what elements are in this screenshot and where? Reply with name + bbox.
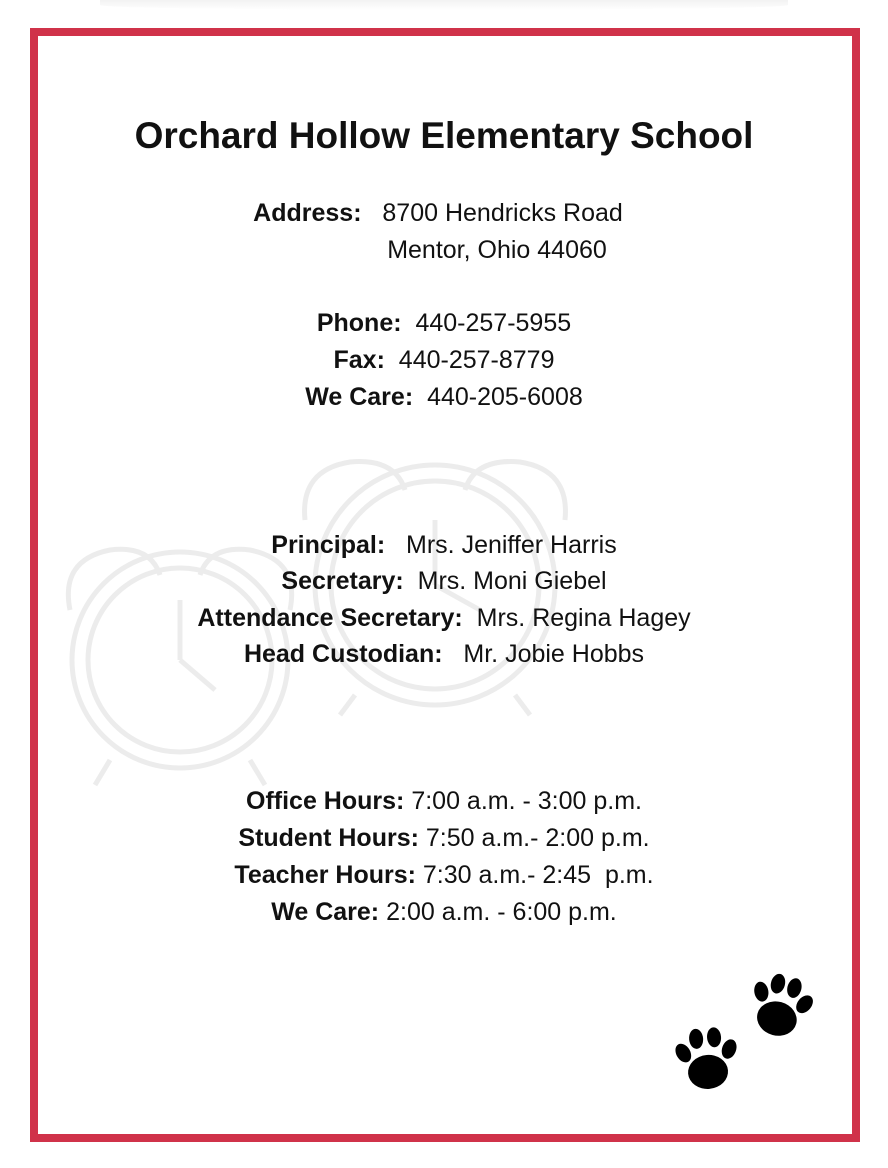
address-label: Address:	[253, 199, 362, 227]
hours-label: We Care:	[271, 898, 380, 926]
address-line-2	[53, 232, 888, 268]
hours-value: 7:30 a.m.- 2:45 p.m.	[422, 861, 654, 889]
staff-role: Secretary:	[281, 567, 404, 595]
staff-row-secretary	[0, 563, 888, 599]
hours-value: 2:00 a.m. - 6:00 p.m.	[386, 898, 617, 926]
wecare-label: We Care:	[305, 383, 414, 411]
fax-number: 440-257-8779	[398, 346, 555, 374]
staff-row-principal	[0, 527, 888, 563]
page-top-shadow	[100, 0, 788, 10]
staff-name: Mrs. Moni Giebel	[417, 567, 607, 595]
fax-label: Fax:	[333, 346, 385, 374]
staff-role: Principal:	[271, 531, 386, 559]
address-street: 8700 Hendricks Road	[382, 199, 623, 227]
staff-role: Head Custodian:	[243, 640, 443, 668]
wecare-phone-line	[0, 379, 888, 415]
paw-print-icon	[741, 968, 821, 1044]
staff-row-custodian	[0, 636, 888, 672]
school-name-title: Orchard Hollow Elementary School	[134, 115, 754, 156]
fax-line	[0, 342, 888, 378]
staff-row-attendance	[0, 600, 888, 636]
paw-print-icon	[671, 1025, 743, 1092]
address-line-1	[0, 195, 882, 231]
hours-value: 7:00 a.m. - 3:00 p.m.	[411, 787, 642, 815]
address-city: Mentor, Ohio 44060	[387, 236, 607, 264]
paw-prints	[660, 962, 830, 1102]
staff-name: Mr. Jobie Hobbs	[463, 640, 645, 668]
phone-label: Phone:	[316, 309, 402, 337]
hours-label: Student Hours:	[238, 824, 419, 852]
staff-role: Attendance Secretary:	[197, 604, 463, 632]
hours-row-student	[0, 820, 888, 856]
phone-number: 440-257-5955	[415, 309, 572, 337]
hours-label: Teacher Hours:	[234, 861, 416, 889]
wecare-phone-number: 440-205-6008	[427, 383, 583, 411]
hours-row-teacher	[0, 857, 888, 893]
staff-name: Mrs. Jeniffer Harris	[406, 531, 617, 559]
hours-value: 7:50 a.m.- 2:00 p.m.	[425, 824, 650, 852]
staff-name: Mrs. Regina Hagey	[476, 604, 691, 632]
hours-row-office	[0, 783, 888, 819]
phone-line	[0, 305, 888, 341]
hours-row-wecare	[0, 894, 888, 930]
hours-label: Office Hours:	[246, 787, 405, 815]
